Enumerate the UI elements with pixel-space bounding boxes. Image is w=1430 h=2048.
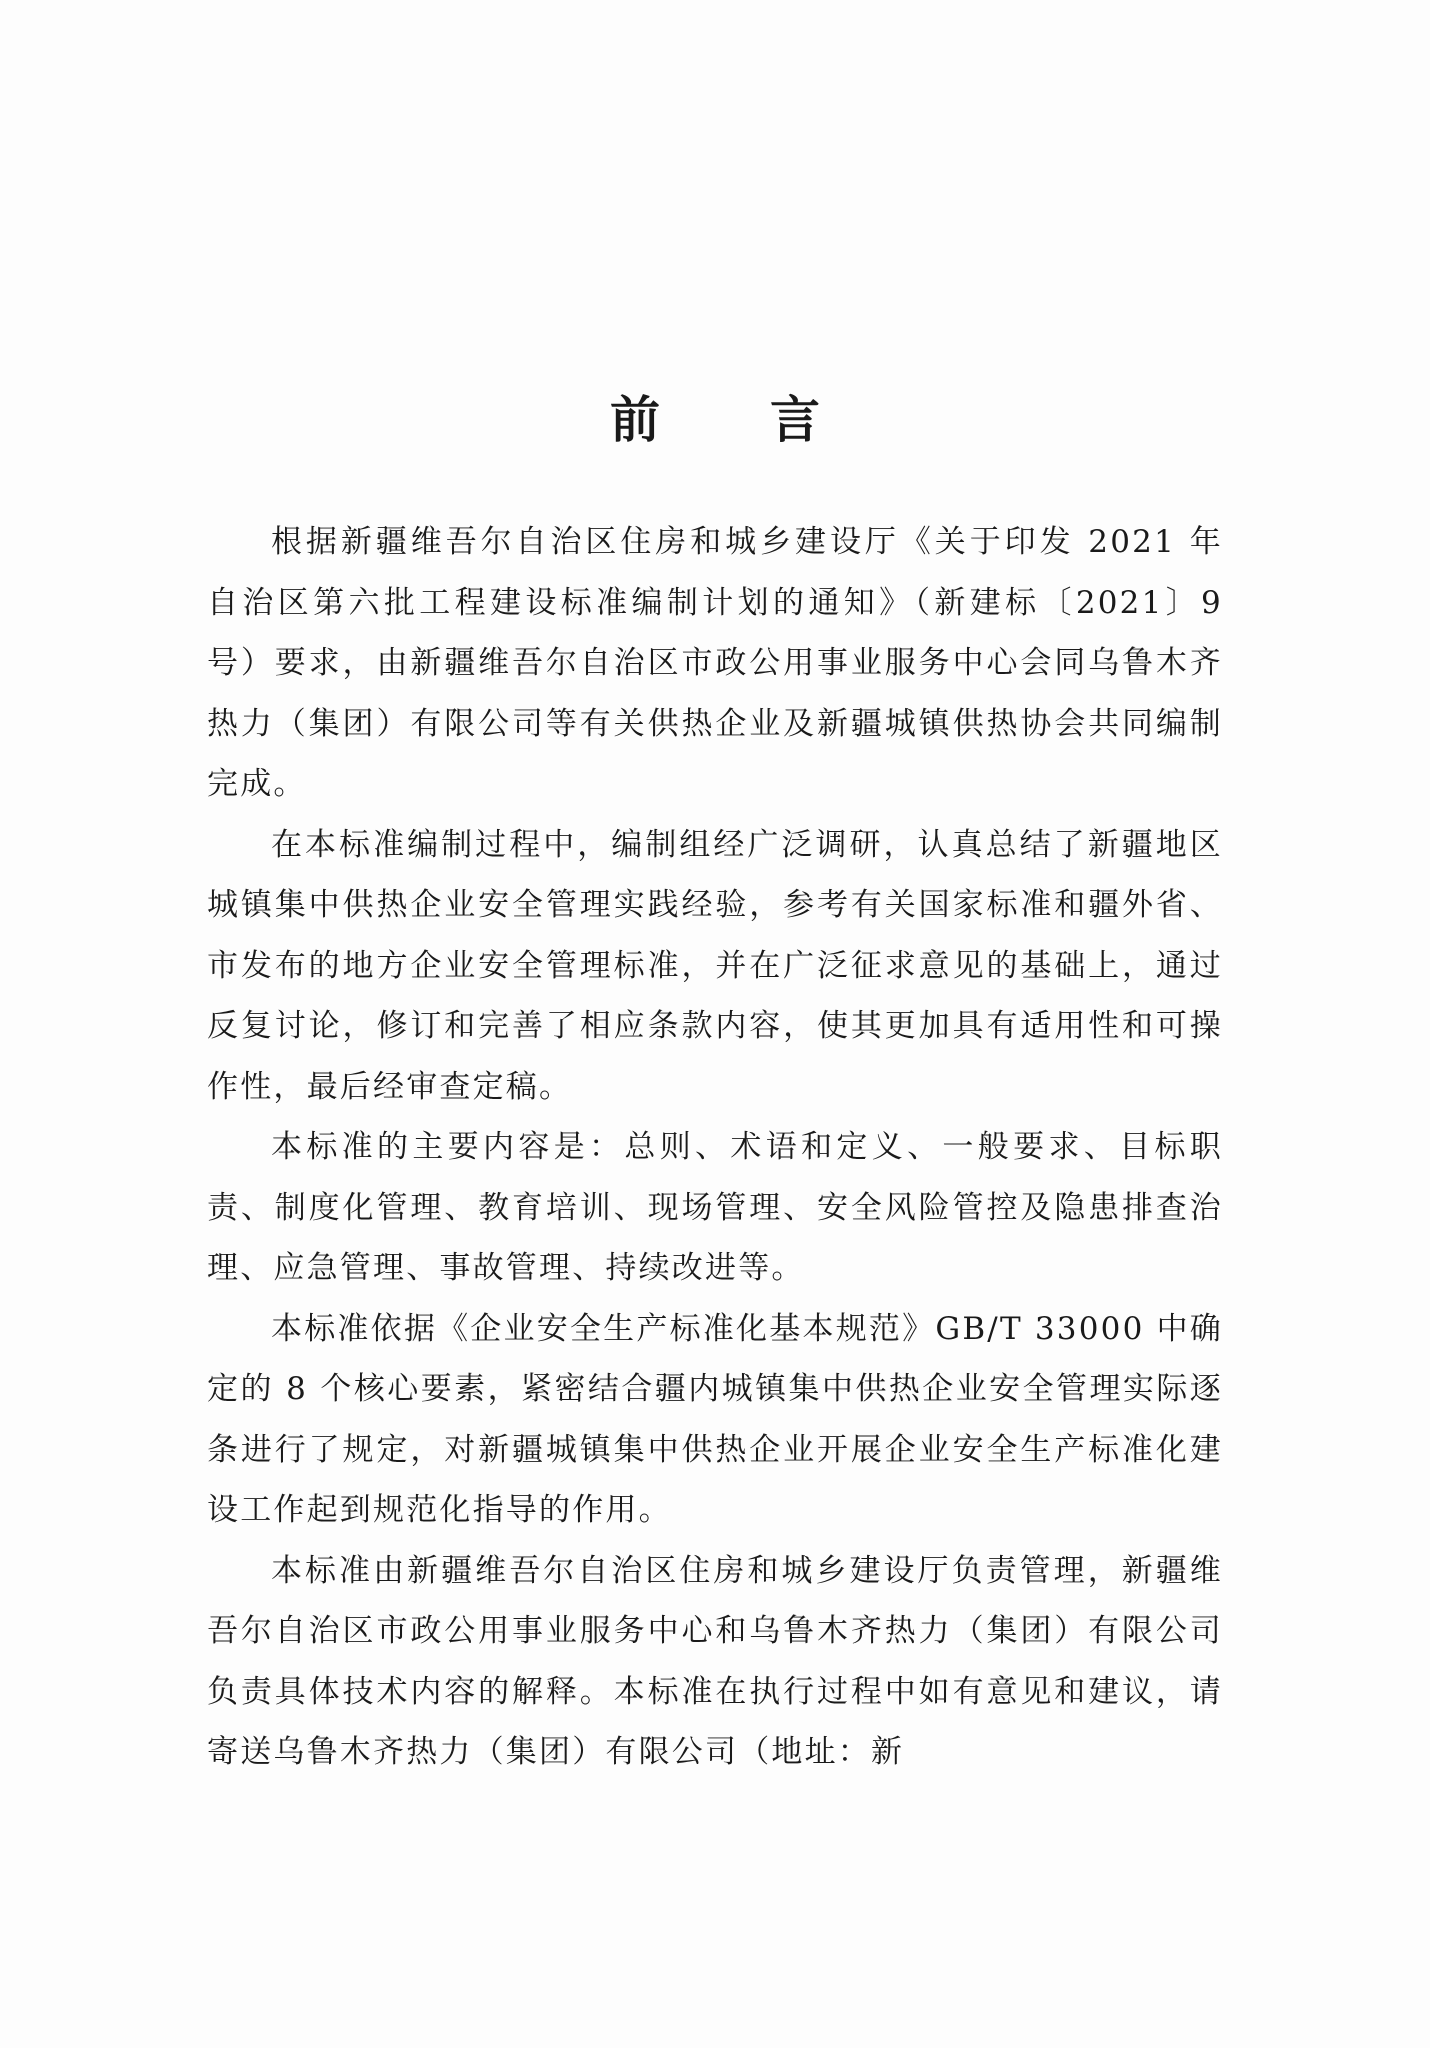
paragraph-1: 根据新疆维吾尔自治区住房和城乡建设厅《关于印发 2021 年 自治区第六批工程建设标准编制计划的通知》（新建标〔2021〕9 号）要求，由新疆维吾尔自治区市政公用事业服务中心会同乌鲁木齐热力（集团）有限公司等有关供热企业及新疆城镇供热协会共同编制完成。: [207, 524, 1223, 802]
paragraph-5: 本标准由新疆维吾尔自治区住房和城乡建设厅负责管理，新疆维吾尔自治区市政公用事业服务中心和乌鲁木齐热力（集团）有限公司负责具体技术内容的解释。本标准在执行过程中如有意见和建议，请寄送乌鲁木齐热力（集团）有限公司（地址：新: [207, 1552, 1223, 1770]
preface-body: [207, 512, 1223, 1783]
page-title: 前言: [610, 390, 930, 449]
paragraph-4: 本标准依据《企业安全生产标准化基本规范》GB/T 33000 中确定的 8 个核心要素，紧密结合疆内城镇集中供热企业安全管理实际逐条进行了规定，对新疆城镇集中供热企业开展企业安全生产标准化建设工作起到规范化指导的作用。: [207, 1310, 1223, 1528]
paragraph-3: 本标准的主要内容是：总则、术语和定义、一般要求、目标职责、制度化管理、教育培训、现场管理、安全风险管控及隐患排查治理、应急管理、事故管理、持续改进等。: [207, 1129, 1223, 1286]
paragraph-2: 在本标准编制过程中，编制组经广泛调研，认真总结了新疆地区城镇集中供热企业安全管理实践经验，参考有关国家标准和疆外省、市发布的地方企业安全管理标准，并在广泛征求意见的基础上，通过反复讨论，修订和完善了相应条款内容，使其更加具有适用性和可操作性，最后经审查定稿。: [207, 826, 1223, 1105]
